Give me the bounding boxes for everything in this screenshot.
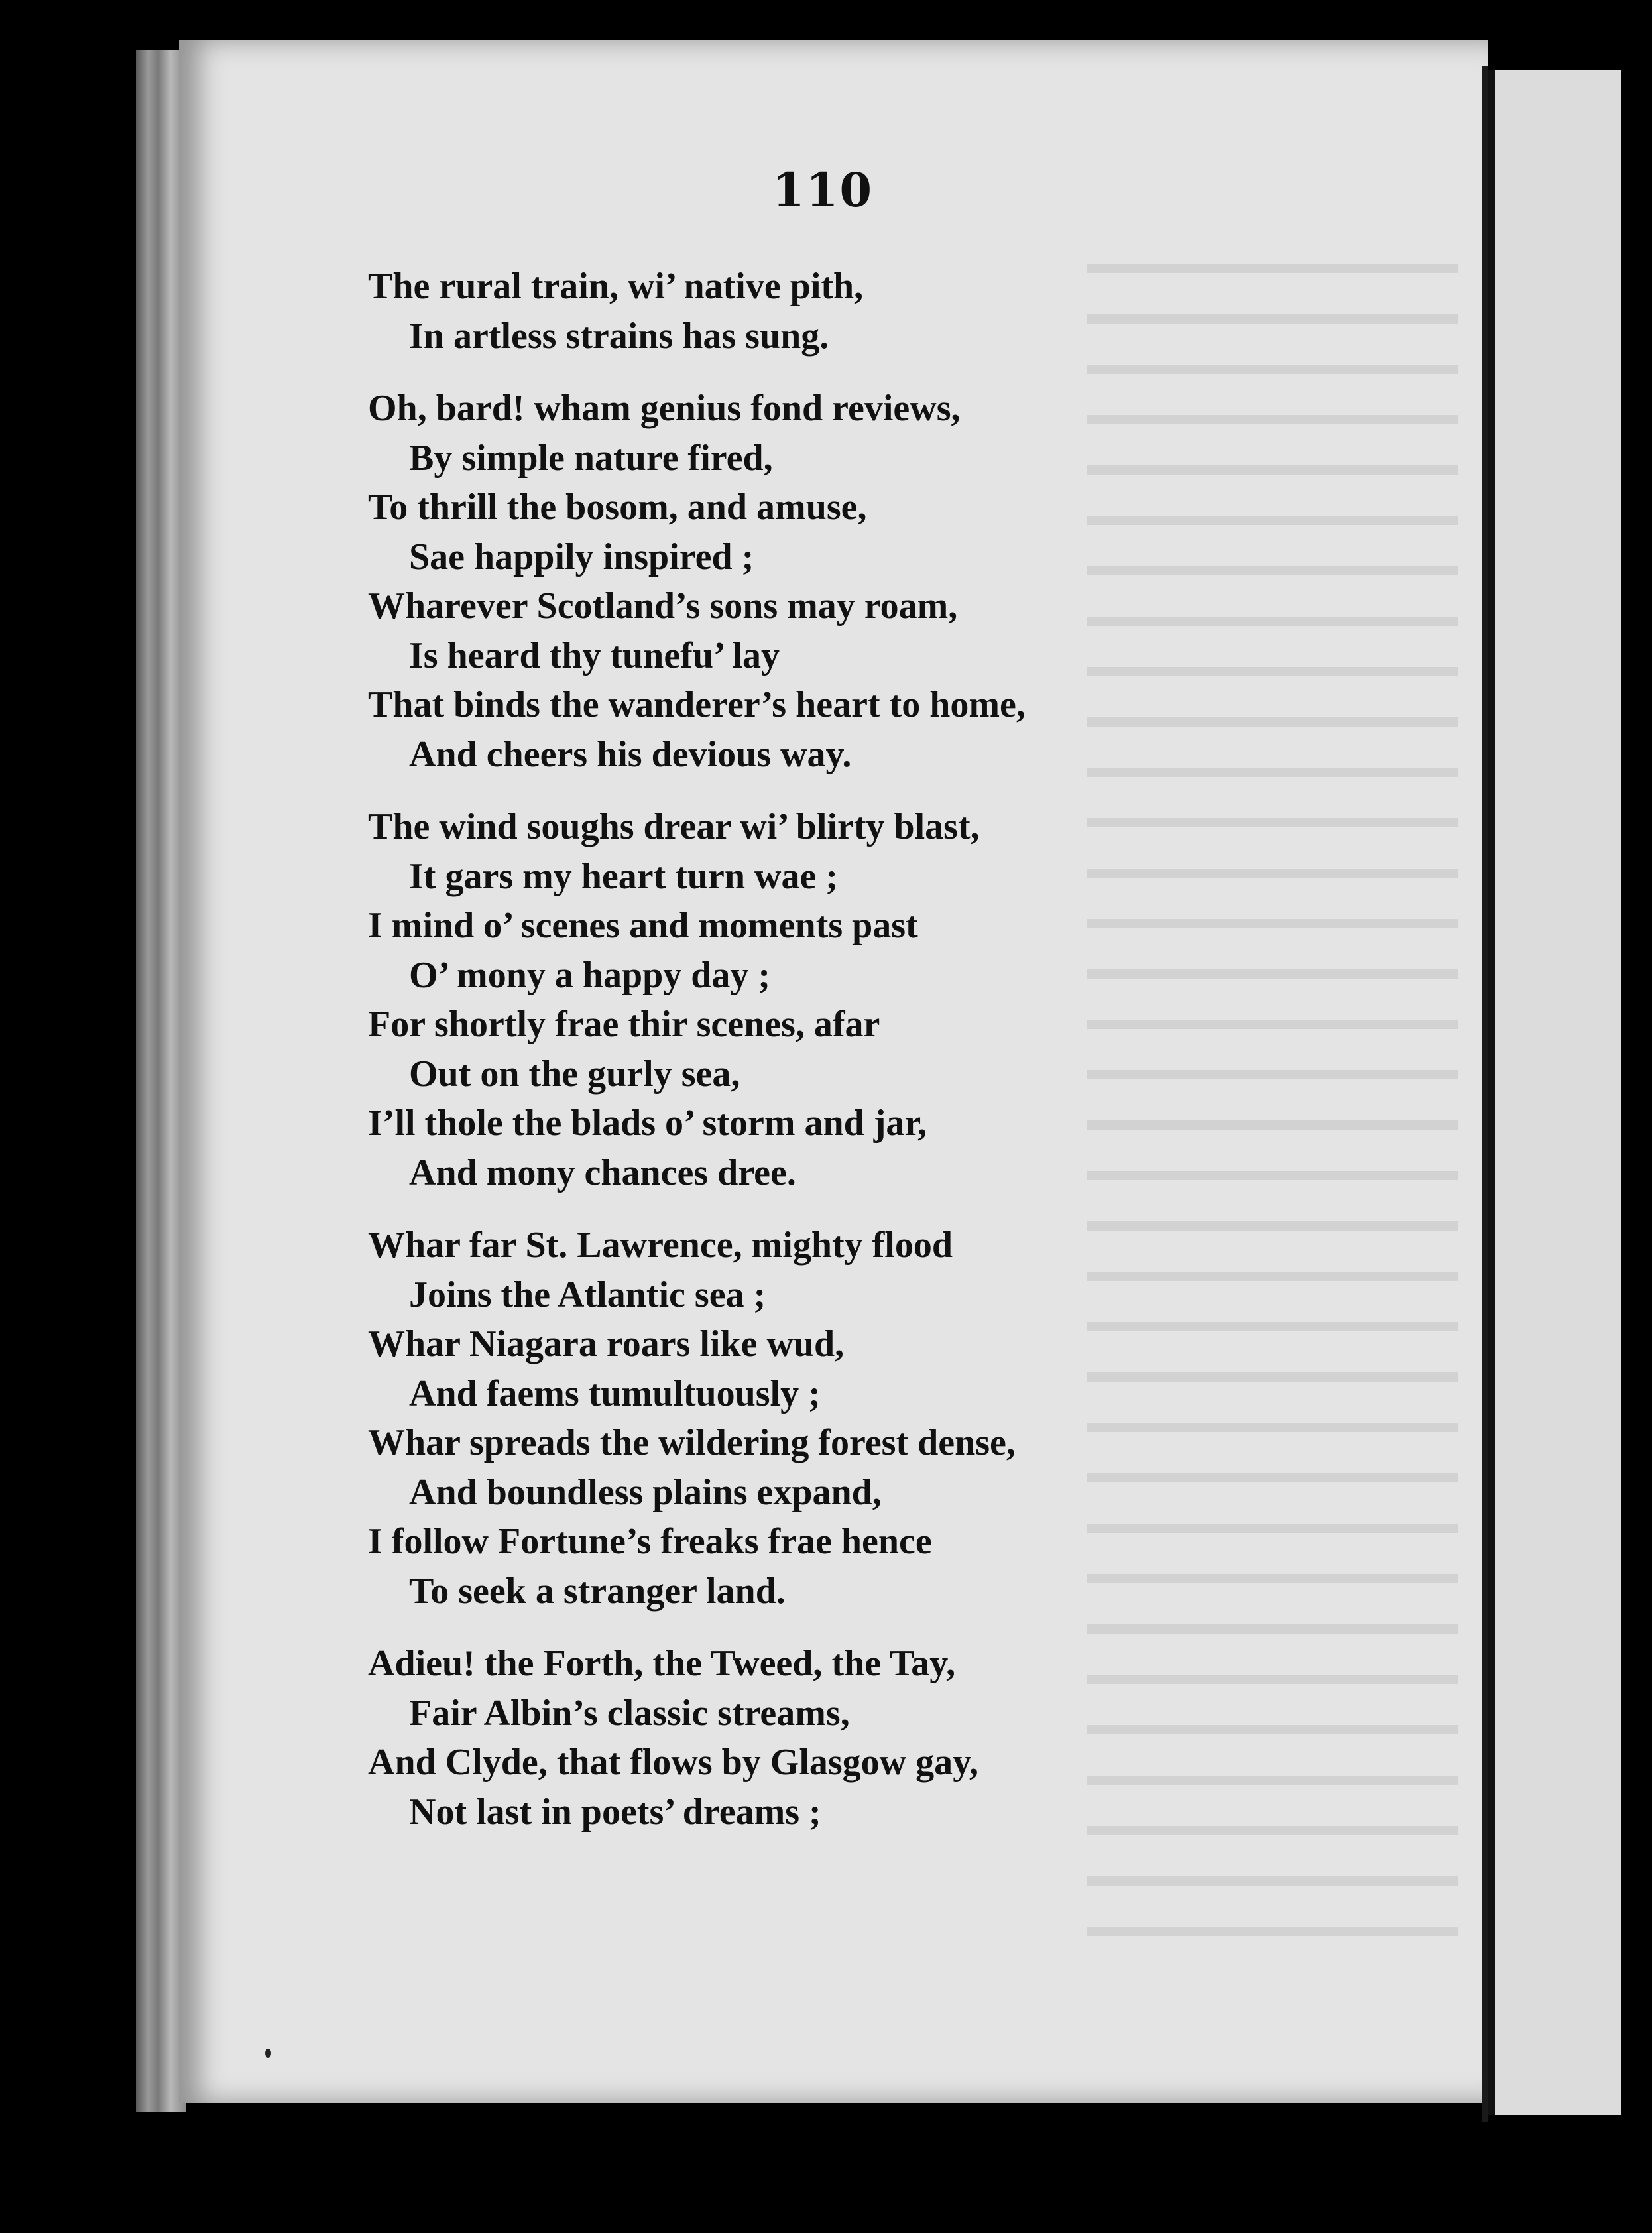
stanza	[368, 802, 1362, 1197]
poem-line: I follow Fortune’s freaks frae hence	[368, 1521, 932, 1562]
poem-line: And mony chances dree.	[409, 1152, 796, 1193]
poem-line: Wharever Scotland’s sons may roam,	[368, 585, 958, 627]
poem-line: Sae happily inspired ;	[409, 536, 754, 577]
poem-line: And boundless plains expand,	[409, 1471, 882, 1513]
ink-speck	[265, 2049, 271, 2058]
poem-line: Whar spreads the wildering forest dense,	[368, 1422, 1016, 1463]
binding-gutter	[1482, 66, 1488, 2122]
stanza	[368, 1221, 1362, 1616]
stanza	[368, 384, 1362, 779]
poem-line: I’ll thole the blads o’ storm and jar,	[368, 1103, 927, 1144]
poem-line: Joins the Atlantic sea ;	[409, 1274, 766, 1315]
poem-line: To thrill the bosom, and amuse,	[368, 487, 867, 528]
stanza	[368, 262, 1362, 361]
poem-line: It gars my heart turn wae ;	[409, 855, 838, 897]
poem-line: Adieu! the Forth, the Tweed, the Tay,	[368, 1643, 956, 1684]
book-page-edges	[136, 50, 186, 2112]
poem-line: And Clyde, that flows by Glasgow gay,	[368, 1742, 979, 1783]
poem-text	[368, 262, 1362, 1860]
poem-line: And cheers his devious way.	[409, 733, 852, 775]
page-number: 110	[772, 162, 874, 217]
poem-line: Whar Niagara roars like wud,	[368, 1323, 845, 1364]
poem-line: For shortly frae thir scenes, afar	[368, 1004, 880, 1045]
stanza	[368, 1639, 1362, 1837]
poem-line: Is heard thy tunefu’ lay	[409, 634, 780, 676]
poem-line: That binds the wanderer’s heart to home,	[368, 684, 1026, 725]
poem-line: Fair Albin’s classic streams,	[409, 1692, 850, 1734]
poem-line: In artless strains has sung.	[409, 315, 829, 357]
poem-line: Whar far St. Lawrence, mighty flood	[368, 1225, 953, 1266]
poem-line: Not last in poets’ dreams ;	[409, 1791, 821, 1833]
poem-line: By simple nature fired,	[409, 437, 773, 479]
poem-line: And faems tumultuously ;	[409, 1372, 821, 1414]
poem-line: I mind o’ scenes and moments past	[368, 905, 918, 946]
poem-line: To seek a stranger land.	[409, 1570, 786, 1612]
facing-page-edge	[1488, 70, 1621, 2115]
poem-line: O’ mony a happy day ;	[409, 954, 771, 996]
poem-line: Out on the gurly sea,	[409, 1053, 740, 1095]
poem-line: Oh, bard! wham genius fond reviews,	[368, 388, 961, 429]
poem-line: The rural train, wi’ native pith,	[368, 266, 864, 307]
poem-line: The wind soughs drear wi’ blirty blast,	[368, 806, 980, 847]
